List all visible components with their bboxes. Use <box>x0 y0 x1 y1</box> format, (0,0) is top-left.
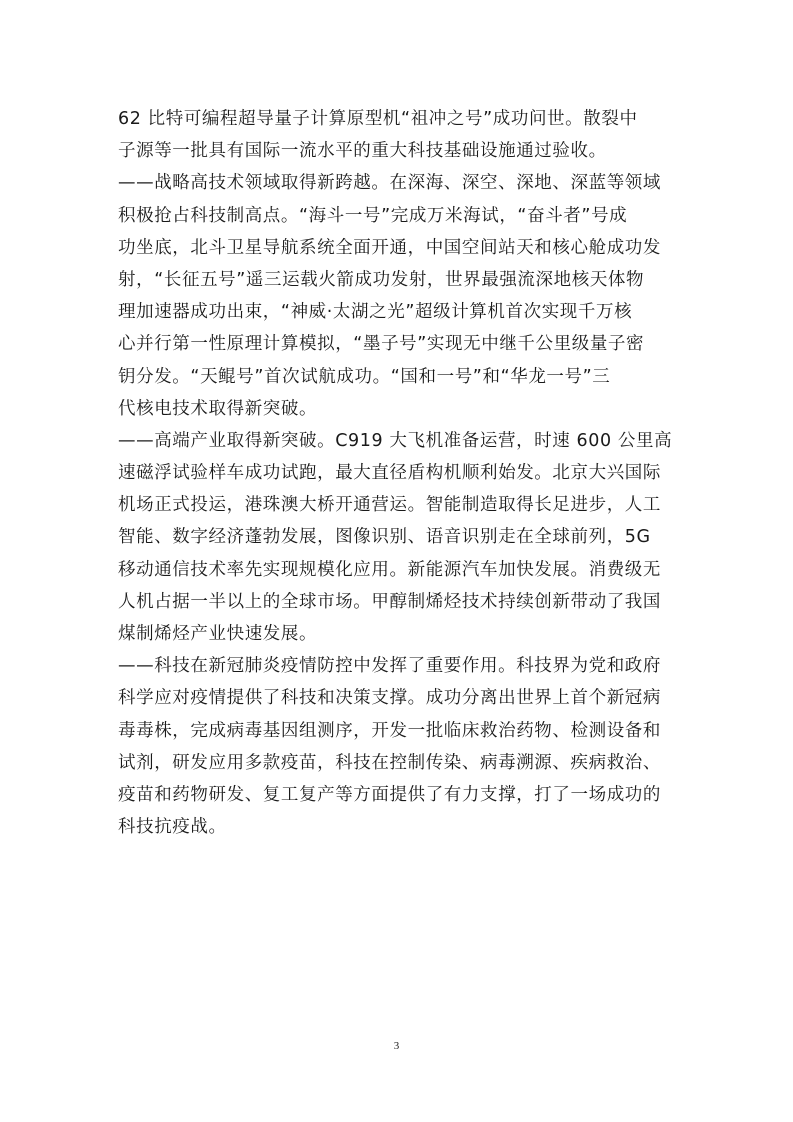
text-line: 智能、数字经济蓬勃发展，图像识别、语音识别走在全球前列，5G <box>118 527 651 548</box>
document-body <box>118 103 678 843</box>
text-line: 射，“长征五号”遥三运载火箭成功发射，世界最强流深地核天体物 <box>118 269 645 290</box>
text-line: 速磁浮试验样车成功试跑，最大直径盾构机顺利始发。北京大兴国际 <box>118 463 661 484</box>
text-line: ——高端产业取得新突破。C919 大飞机准备运营，时速 600 公里高 <box>118 430 673 451</box>
page-number: 3 <box>393 1040 400 1052</box>
text-line: 代核电技术取得新突破。 <box>118 398 318 419</box>
text-line: ——科技在新冠肺炎疫情防控中发挥了重要作用。科技界为党和政府 <box>118 656 661 677</box>
text-line: 机场正式投运，港珠澳大桥开通营运。智能制造取得长足进步，人工 <box>118 495 661 516</box>
text-line: 毒毒株，完成病毒基因组测序，开发一批临床救治药物、检测设备和 <box>118 720 661 741</box>
text-line: 人机占据一半以上的全球市场。甲醇制烯烃技术持续创新带动了我国 <box>118 591 661 612</box>
text-line: 子源等一批具有国际一流水平的重大科技基础设施通过验收。 <box>118 141 607 162</box>
text-line: 科技抗疫战。 <box>118 817 227 838</box>
text-line: 心并行第一性原理计算模拟，“墨子号”实现无中继千公里级量子密 <box>118 334 645 355</box>
text-line: 疫苗和药物研发、复工复产等方面提供了有力支撑，打了一场成功的 <box>118 784 661 805</box>
text-line: 功坐底，北斗卫星导航系统全面开通，中国空间站天和核心舱成功发 <box>118 237 661 258</box>
text-line: 煤制烯烃产业快速发展。 <box>118 624 318 644</box>
text-line: 钥分发。“天鲲号”首次试航成功。“国和一号”和“华龙一号”三 <box>118 366 611 387</box>
text-line: 62 比特可编程超导量子计算原型机“祖冲之号”成功问世。散裂中 <box>118 109 638 129</box>
text-line: 积极抢占科技制高点。“海斗一号”完成万米海试，“奋斗者”号成 <box>118 205 628 226</box>
text-line: ——战略高技术领域取得新跨越。在深海、深空、深地、深蓝等领域 <box>118 173 661 194</box>
text-line: 科学应对疫情提供了科技和决策支撑。成功分离出世界上首个新冠病 <box>118 688 661 709</box>
text-line: 试剂，研发应用多款疫苗，科技在控制传染、病毒溯源、疾病救治、 <box>118 752 661 773</box>
text-line: 理加速器成功出束，“神威·太湖之光”超级计算机首次实现千万核 <box>118 302 633 323</box>
text-line: 移动通信技术率先实现规模化应用。新能源汽车加快发展。消费级无 <box>118 559 661 580</box>
